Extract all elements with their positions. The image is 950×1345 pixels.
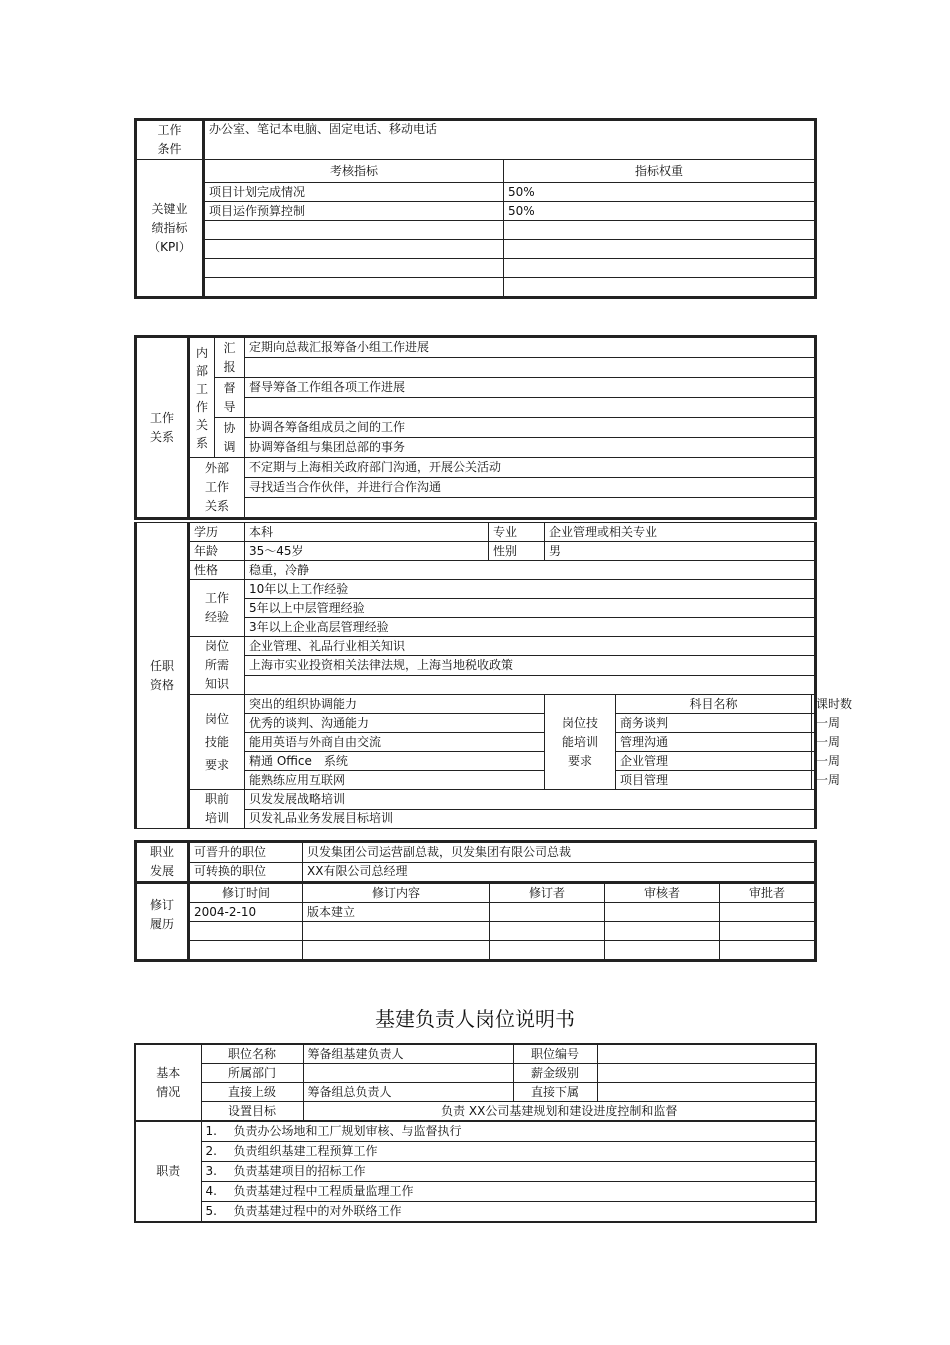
skill-item: 优秀的谈判、沟通能力 bbox=[245, 714, 545, 733]
rev-cell bbox=[720, 903, 816, 922]
qualifications-label-text: 任职 资格 bbox=[149, 658, 174, 692]
external-relations-label bbox=[189, 458, 245, 519]
rev-header: 修订内容 bbox=[303, 883, 490, 903]
superior-label: 直接上级 bbox=[201, 1083, 303, 1102]
job-name-value: 筹备组基建负责人 bbox=[303, 1044, 513, 1064]
work-conditions-label bbox=[136, 120, 204, 160]
kpi-metric: 项目计划完成情况 bbox=[204, 183, 504, 202]
duty-no: 2. bbox=[205, 1144, 217, 1158]
duty-item bbox=[201, 1162, 816, 1182]
personality-label: 性格 bbox=[189, 561, 245, 580]
training-req-label-text: 岗位技 能培训 要求 bbox=[561, 715, 598, 768]
knowledge-label-text: 岗位 所需 知识 bbox=[204, 639, 229, 691]
relations-qualifications-table bbox=[134, 335, 817, 520]
external-item: 不定期与上海相关政府部门沟通，开展公关活动 bbox=[245, 458, 816, 478]
kpi-empty bbox=[504, 278, 816, 298]
personality-value: 稳重，冷静 bbox=[245, 561, 816, 580]
experience-label bbox=[189, 580, 245, 637]
training-hours: 一周 bbox=[812, 714, 816, 733]
coord-label-text: 协 调 bbox=[223, 420, 236, 454]
rev-empty bbox=[490, 922, 605, 941]
rev-cell bbox=[605, 903, 720, 922]
rev-header: 审核者 bbox=[605, 883, 720, 903]
report-item bbox=[245, 358, 816, 378]
skill-label-text: 岗位 技能 要求 bbox=[204, 711, 229, 772]
rev-cell: 版本建立 bbox=[303, 903, 490, 922]
coord-item: 协调筹备组与集团总部的事务 bbox=[245, 438, 816, 458]
duty-label: 职责 bbox=[135, 1121, 201, 1222]
pre-training-label-text: 职前 培训 bbox=[204, 792, 229, 825]
duty-text: 负责基建项目的招标工作 bbox=[233, 1164, 366, 1178]
training-header-subject: 科目名称 bbox=[616, 695, 812, 714]
experience-label-text: 工作 经验 bbox=[204, 591, 229, 624]
job-no-label: 职位编号 bbox=[513, 1044, 597, 1064]
work-conditions-kpi-table bbox=[134, 118, 817, 299]
transfer-label: 可转换的职位 bbox=[189, 862, 303, 883]
rev-empty bbox=[303, 941, 490, 961]
duty-text: 负责基建过程中的对外联络工作 bbox=[233, 1204, 402, 1218]
document-title: 基建负责人岗位说明书 bbox=[375, 1007, 575, 1031]
promote-label: 可晋升的职位 bbox=[189, 842, 303, 863]
goal-label: 设置目标 bbox=[201, 1102, 303, 1122]
kpi-empty bbox=[204, 240, 504, 259]
dept-value bbox=[303, 1064, 513, 1083]
training-hours: 一周 bbox=[812, 771, 816, 790]
age-value: 35～45岁 bbox=[245, 542, 489, 561]
training-hours: 一周 bbox=[812, 733, 816, 752]
report-item: 定期向总裁汇报筹备小组工作进展 bbox=[245, 337, 816, 358]
knowledge-item: 上海市实业投资相关法律法规，上海当地税收政策 bbox=[245, 656, 816, 675]
major-value: 企业管理或相关专业 bbox=[545, 523, 816, 542]
supervise-item bbox=[245, 398, 816, 418]
duty-item bbox=[201, 1142, 816, 1162]
salary-label: 薪金级别 bbox=[513, 1064, 597, 1083]
basic-info-table bbox=[134, 1043, 817, 1223]
training-subject: 企业管理 bbox=[616, 752, 812, 771]
basic-info-label-text: 基本 情况 bbox=[156, 1065, 181, 1099]
education-label: 学历 bbox=[189, 523, 245, 542]
external-item bbox=[245, 498, 816, 519]
revision-label bbox=[136, 883, 189, 961]
skill-item: 精通 Office 系统 bbox=[245, 752, 545, 771]
rev-cell bbox=[490, 903, 605, 922]
rev-empty bbox=[189, 941, 303, 961]
basic-info-label bbox=[135, 1044, 201, 1121]
duty-no: 1. bbox=[205, 1124, 217, 1138]
rev-header: 审批者 bbox=[720, 883, 816, 903]
revision-label-text: 修订 履历 bbox=[149, 898, 174, 931]
knowledge-label bbox=[189, 637, 245, 695]
kpi-label-text: 关键业 绩指标 （KPI） bbox=[148, 201, 191, 254]
dept-label: 所属部门 bbox=[201, 1064, 303, 1083]
pre-training-item: 贝发礼品业务发展目标培训 bbox=[245, 809, 816, 829]
training-hours: 一周 bbox=[812, 752, 816, 771]
training-subject: 项目管理 bbox=[616, 771, 812, 790]
kpi-header-metric: 考核指标 bbox=[204, 160, 504, 183]
rev-empty bbox=[303, 922, 490, 941]
rev-empty bbox=[720, 922, 816, 941]
kpi-weight: 50% bbox=[504, 202, 816, 221]
duty-item bbox=[201, 1202, 816, 1223]
qualifications-table bbox=[134, 522, 853, 829]
supervise-label-text: 督 导 bbox=[223, 380, 236, 414]
rev-cell: 2004-2-10 bbox=[189, 903, 303, 922]
gender-label: 性别 bbox=[489, 542, 545, 561]
pre-training-label bbox=[189, 790, 245, 829]
subordinate-value bbox=[597, 1083, 816, 1102]
skill-item: 突出的组织协调能力 bbox=[245, 695, 545, 714]
duty-text: 负责组织基建工程预算工作 bbox=[233, 1144, 378, 1158]
education-value: 本科 bbox=[245, 523, 489, 542]
superior-value: 筹备组总负责人 bbox=[303, 1083, 513, 1102]
report-label-text: 汇 报 bbox=[223, 340, 236, 374]
rev-header: 修订时间 bbox=[189, 883, 303, 903]
skill-label bbox=[189, 695, 245, 790]
kpi-label bbox=[136, 160, 204, 298]
career-label bbox=[136, 842, 189, 883]
kpi-empty bbox=[204, 259, 504, 278]
duty-no: 4. bbox=[205, 1184, 217, 1198]
rev-empty bbox=[490, 941, 605, 961]
rev-empty bbox=[189, 922, 303, 941]
job-no-value bbox=[597, 1044, 816, 1064]
internal-relations-label bbox=[189, 337, 215, 458]
duty-item bbox=[201, 1121, 816, 1142]
training-subject: 商务谈判 bbox=[616, 714, 812, 733]
knowledge-item bbox=[245, 675, 816, 694]
work-relations-label bbox=[136, 337, 189, 519]
kpi-empty bbox=[504, 240, 816, 259]
skill-item: 能熟练应用互联网 bbox=[245, 771, 545, 790]
subordinate-label: 直接下属 bbox=[513, 1083, 597, 1102]
kpi-header-weight: 指标权重 bbox=[504, 160, 816, 183]
kpi-empty bbox=[204, 278, 504, 298]
supervise-label bbox=[215, 378, 245, 418]
rev-header: 修订者 bbox=[490, 883, 605, 903]
experience-item: 3年以上企业高层管理经验 bbox=[245, 618, 816, 637]
rev-empty bbox=[720, 941, 816, 961]
promote-value: 贝发集团公司运营副总裁，贝发集团有限公司总裁 bbox=[303, 842, 816, 863]
supervise-item: 督导筹备工作组各项工作进展 bbox=[245, 378, 816, 398]
salary-value bbox=[597, 1064, 816, 1083]
knowledge-item: 企业管理、礼品行业相关知识 bbox=[245, 637, 816, 656]
job-name-label: 职位名称 bbox=[201, 1044, 303, 1064]
external-item: 寻找适当合作伙伴，并进行合作沟通 bbox=[245, 478, 816, 498]
kpi-empty bbox=[504, 259, 816, 278]
transfer-value: XX有限公司总经理 bbox=[303, 862, 816, 883]
external-relations-label-text: 外部 工作 关系 bbox=[204, 461, 229, 513]
training-subject: 管理沟通 bbox=[616, 733, 812, 752]
experience-item: 5年以上中层管理经验 bbox=[245, 599, 816, 618]
age-label: 年龄 bbox=[189, 542, 245, 561]
duty-text: 负责办公场地和工厂规划审核、与监督执行 bbox=[233, 1124, 462, 1138]
work-conditions-value: 办公室、笔记本电脑、固定电话、移动电话 bbox=[204, 120, 816, 160]
coord-item: 协调各筹备组成员之间的工作 bbox=[245, 418, 816, 438]
kpi-weight: 50% bbox=[504, 183, 816, 202]
kpi-metric: 项目运作预算控制 bbox=[204, 202, 504, 221]
rev-empty bbox=[605, 941, 720, 961]
duty-no: 3. bbox=[205, 1164, 217, 1178]
kpi-empty bbox=[504, 221, 816, 240]
work-conditions-label-text: 工作 条件 bbox=[157, 123, 182, 156]
career-label-text: 职业 发展 bbox=[149, 845, 174, 878]
work-relations-label-text: 工作 关系 bbox=[149, 410, 174, 444]
internal-relations-label-text: 内 部 工 作 关 系 bbox=[195, 345, 208, 450]
skill-item: 能用英语与外商自由交流 bbox=[245, 733, 545, 752]
experience-item: 10年以上工作经验 bbox=[245, 580, 816, 599]
duty-no: 5. bbox=[205, 1204, 217, 1218]
rev-empty bbox=[605, 922, 720, 941]
pre-training-item: 贝发发展战略培训 bbox=[245, 790, 816, 810]
kpi-empty bbox=[204, 221, 504, 240]
major-label: 专业 bbox=[489, 523, 545, 542]
gender-value: 男 bbox=[545, 542, 816, 561]
training-req-label bbox=[545, 695, 616, 790]
qualifications-label bbox=[136, 523, 189, 829]
coord-label bbox=[215, 418, 245, 458]
career-revision-table bbox=[134, 840, 817, 962]
duty-item bbox=[201, 1182, 816, 1202]
training-header-hours: 课时数 bbox=[812, 695, 816, 714]
duty-text: 负责基建过程中工程质量监理工作 bbox=[233, 1184, 414, 1198]
report-label bbox=[215, 337, 245, 378]
goal-value: 负责 XX公司基建规划和建设进度控制和监督 bbox=[303, 1102, 816, 1122]
